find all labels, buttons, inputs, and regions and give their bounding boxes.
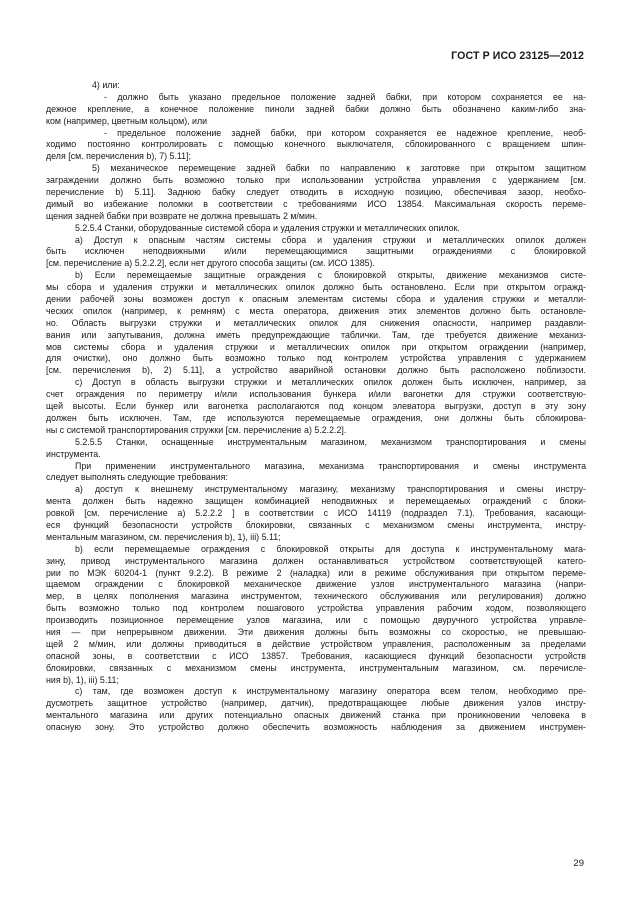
text-line: 4) или: [92,80,120,90]
text-line: ком (например, цветным кольцом), или [46,115,208,126]
text-line: ны с системой транспортирования стружки [см. перечисление а) 5.2.2.2]. [46,424,347,435]
text-line: следует выполнять следующие требования: [46,472,228,483]
text-line: деля [см. перечисления b), 7) 5.11]; [46,151,192,162]
text-line: мов системы сбора и удаления стружки и металлических опилок при открытом ограждении (например, [46,341,586,352]
text-line: опасную зону. Это устройство должно обеспечить возможность наблюдения за движением инструмен- [46,722,586,733]
text-line: 5.2.5.4 Станки, оборудованные системой сбора и удаления стружки и металлических опилок. [75,222,460,233]
text-line: инструмента. [46,448,101,459]
text-line: а) Доступ к опасным частям системы сбора и удаления стружки и металлических опилок должен [75,234,586,245]
text-line: - должно быть указано предельное положение задней бабки, при котором сохраняется ее на- [104,91,586,102]
text-line: мента должен быть надежно защищен комбинацией неподвижных и перемещаемых ограждений с блоки- [46,496,586,507]
text-line: ментального магазина или других потенциально опасных движений станка при проникновении человека в [46,710,586,721]
text-line: заграждении должно быть возможно только при использовании устройства управления с удержанием [см. [46,175,586,186]
page-number: 29 [573,858,584,869]
text-line: щей высоты. Если бункер или вагонетка располагаются под концом элеватора выгрузки, доступ в эту зону [46,401,586,412]
text-line: опасной зоны, в соответствии с ИСО 13857. Требования, касающиеся функций безопасности устройств [46,650,586,661]
text-line: рии по МЭК 60204-1 (пункт 9.2.2). В режиме 2 (наладка) или в режиме обслуживания при открытом переме- [46,567,586,578]
text-line: 5) механическое перемещение задней бабки по направлению к заготовке при открытом защитном [92,163,586,174]
text-line: щения задней бабки при возврате не должна превышать 2 м/мин. [46,210,318,221]
text-line: быть исключен неподвижными и/или перемещающимися защитными ограждениями с блокировкой [46,246,586,257]
document-body [46,80,586,734]
text-line: мы сбора и удаления стружки и металлических опилок должно быть остановлено. Если при открытом огражд- [46,282,586,293]
text-line: дении рабочей зоны возможен доступ к опасным элементам системы сбора и удаления стружки и металли- [46,294,586,305]
text-line: [см. перечисление а) 5.2.2.2], если нет другого способа защиты (см. ИСО 1385). [46,258,375,269]
text-line: зину, привод инструментального магазина должен останавливаться устройством соответствующей катего- [46,555,586,566]
text-line: димый во избежание поломки в соответствии с требованиями ИСО 13854. Максимальная скорость переме- [46,198,586,209]
text-line: еся функций безопасности устройств блокировки, связанных с механизмом смены инструмента, инстру- [46,519,586,530]
text-line: [см. перечисления b), 2) 5.11], а устройство аварийной остановки должно быть расположено поблизости. [46,365,586,376]
text-line: ния b), 1), iii) 5.11; [46,674,119,685]
text-line: для очистки), оно должно быть возможно только под контролем устройства управления с удержанием [46,353,586,364]
text-line: При применении инструментального магазина, механизма транспортирования и смены инструмента [75,460,586,471]
text-line: 5.2.5.5 Станки, оснащенные инструментальным магазином, механизмом транспортирования и смены [75,436,586,447]
text-line: с) Доступ в область выгрузки стружки и металлических опилок должен быть исключен, например, за [75,377,586,388]
document-header: ГОСТ Р ИСО 23125—2012 [451,50,584,62]
text-line: щаемом ограждении с блокировкой механическое движение узлов инструментального магазина (напри- [46,579,586,590]
text-line: ровкой [см. перечисление а) 5.2.2.2 ] в соответствии с ИСО 14119 (подраздел 7.1). Требования, касающи- [46,508,586,519]
text-line: а) доступ к внешнему инструментальному магазину, механизму транспортирования и смены инстру- [75,484,586,495]
text-line: производить позиционное перемещение узлов магазина, или с помощью двуручного устройства управле- [46,615,586,626]
text-line: ходимо постоянно контролировать с помощью конечного выключателя, сблокированного с вращением шпин- [46,139,586,150]
text-line: мер, в целях пополнения магазина инструментом, технического обслуживания или регулирования) должно [46,591,586,602]
text-line: щей 2 м/мин, или должны приводиться в действие устройством управления, расположенным за пределами [46,638,586,649]
text-line: b) Если перемещаемые защитные ограждения с блокировкой открыты, движение механизмов систе- [75,270,586,281]
text-line: ческих опилок (например, к ремням) с места оператора, движения этих элементов должно быть остановле- [46,305,586,316]
text-line: но. Область выгрузки стружки и металлических опилок для снижения опасности, например раздавли- [46,317,586,328]
text-line: с) там, где возможен доступ к инструментальному магазину оператора всем телом, необходимо пре- [75,686,586,697]
text-line: счет ограждения по периметру и/или использования бункера и/или вагонетки для стружки соответствую- [46,389,586,400]
text-line: дежное крепление, а конечное положение пиноли задней бабки должно быть обозначено каким-либо зна- [46,103,586,114]
text-line: перечисление b) 5.11]. Заднюю бабку следует отводить в исходную позицию, обеспечивая зазор, необхо- [46,187,586,198]
text-line: вания или запутывания, должна иметь предупреждающие таблички. Там, где требуется движение механиз- [46,329,586,340]
text-line: быть возможно только под контролем пошагового устройства управления рабочим ходом, позволяющего [46,603,586,614]
text-line: дусмотреть защитное устройство (например, датчик), предотвращающее любые движения узлов инстру- [46,698,586,709]
text-line: ментальным магазином, см. перечисления b), 1), iii) 5.11; [46,531,281,542]
text-line: должен быть исключен. Там, где используются перемещаемые ограждения, они должны быть сблокирова- [46,412,586,423]
text-line: b) если перемещаемые ограждения с блокировкой открыты для доступа к инструментальному мага- [75,543,586,554]
text-line: ния — при непрерывном движении. Эти движения должны быть возможны со скоростью, не превышаю- [46,626,586,637]
text-line: - предельное положение задней бабки, при котором сохраняется ее надежное крепление, необ- [104,127,586,138]
text-line: блокировки, связанных с механизмом смены инструмента, инструментальным магазином, см. перечисле- [46,662,586,673]
